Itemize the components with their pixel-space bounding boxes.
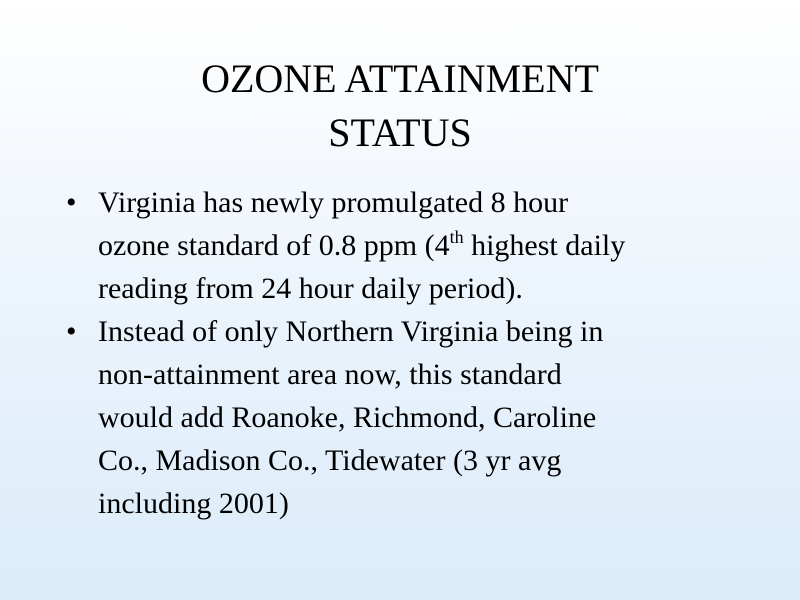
bullet-2-line-3: would add Roanoke, Richmond, Caroline [98, 401, 597, 434]
bullet-1-line-2-post: highest daily [463, 229, 626, 262]
bullet-item-1 [60, 181, 760, 310]
slide-title-line-2: STATUS [328, 110, 472, 155]
bullet-marker-1: • [66, 186, 77, 219]
bullet-1-line-2 [98, 224, 760, 267]
bullet-text-1 [98, 181, 760, 310]
bullet-2-line-4: Co., Madison Co., Tidewater (3 yr avg [98, 444, 562, 477]
slide-title-line-1: OZONE ATTAINMENT [201, 56, 599, 101]
bullet-2-line-5: including 2001) [98, 487, 289, 520]
ordinal-suffix: th [449, 227, 464, 247]
bullet-list [60, 181, 760, 525]
slide-title [0, 52, 800, 160]
bullet-1-line-1: Virginia has newly promulgated 8 hour [98, 186, 569, 219]
bullet-2-line-2: non-attainment area now, this standard [98, 358, 562, 391]
bullet-2-line-1: Instead of only Northern Virginia being in [98, 315, 604, 348]
bullet-item-2 [60, 310, 760, 525]
bullet-marker-2: • [66, 315, 77, 348]
bullet-text-2 [98, 310, 760, 525]
bullet-1-line-2-pre: ozone standard of 0.8 ppm (4 [98, 229, 450, 262]
bullet-1-line-3: reading from 24 hour daily period). [98, 272, 523, 305]
